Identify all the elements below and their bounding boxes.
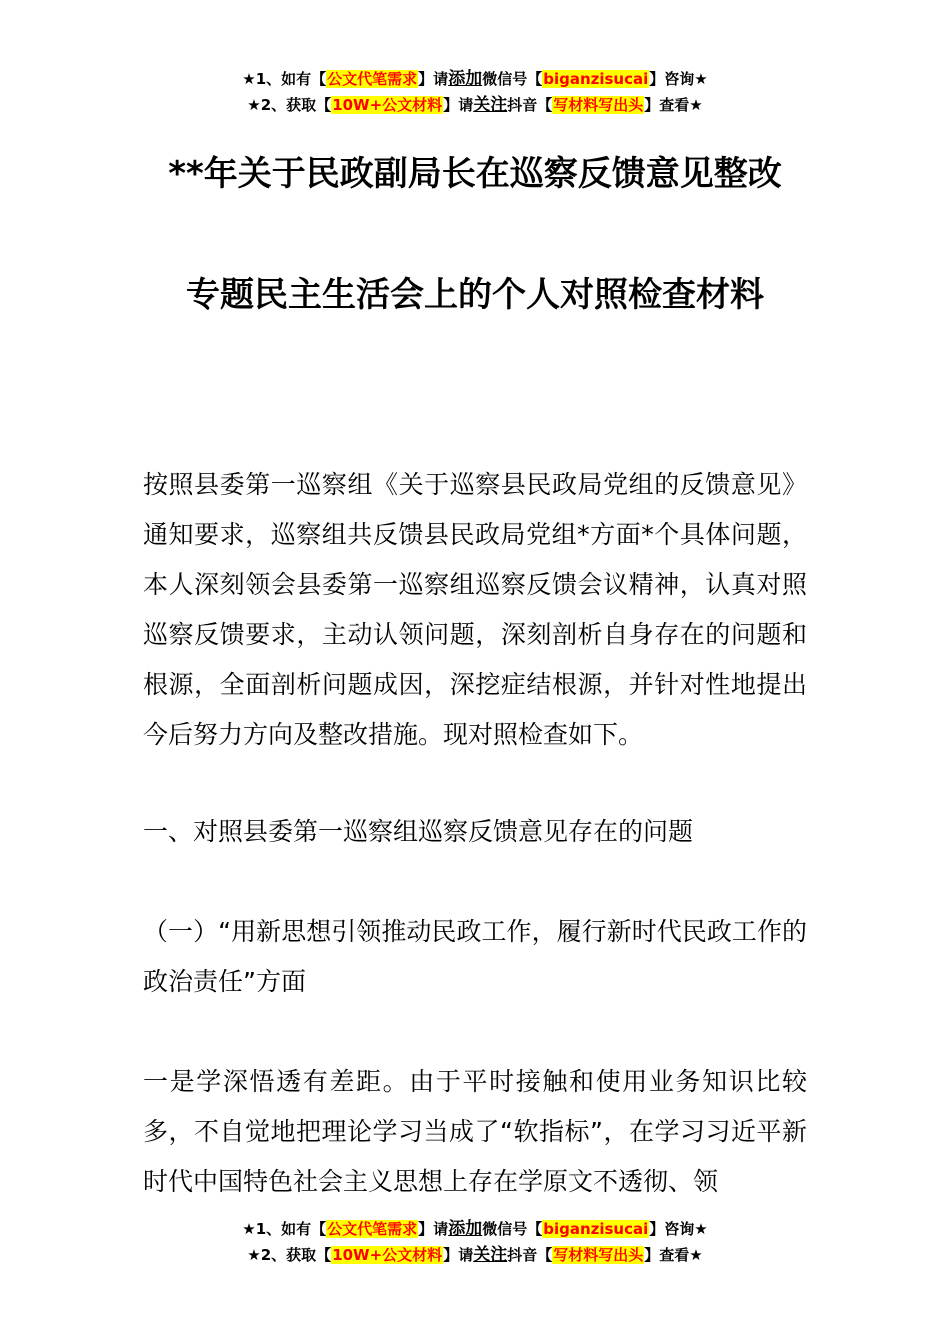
star-icon: ★	[242, 1220, 256, 1238]
intro-paragraph: 按照县委第一巡察组《关于巡察县民政局党组的反馈意见》通知要求，巡察组共反馈县民政局党组*方面*个具体问题，本人深刻领会县委第一巡察组巡察反馈会议精神，认真对照巡察反馈要求，主动认领问题，深刻剖析自身存在的问题和根源，全面剖析问题成因，深挖症结根源，并针对性地提出今后努力方向及整改措施。现对照检查如下。	[143, 470, 807, 749]
banner-emphasis: 添加	[448, 1219, 483, 1239]
highlight-service: 公文代笔需求	[327, 1220, 418, 1238]
banner-text: 】咨询★	[649, 70, 708, 88]
highlight-service: 公文代笔需求	[327, 70, 418, 88]
banner-line-2	[0, 92, 950, 118]
banner-emphasis: 添加	[448, 69, 483, 89]
banner-line-2	[0, 1242, 950, 1268]
banner-text: 】请	[418, 70, 449, 88]
star-icon: ★	[247, 96, 261, 114]
banner-text: 】请	[418, 1220, 449, 1238]
banner-text: 微信号【	[482, 1220, 543, 1238]
subsection-heading: （一）“用新思想引领推动民政工作，履行新时代民政工作的政治责任”方面	[143, 917, 807, 996]
star-icon: ★	[247, 1246, 261, 1264]
banner-text: 微信号【	[482, 70, 543, 88]
footer-banner	[0, 1216, 950, 1268]
highlight-douyin-id: 写材料写出头	[553, 1246, 644, 1264]
header-banner	[0, 66, 950, 118]
body-paragraph: 一是学深悟透有差距。由于平时接触和使用业务知识比较多，不自觉地把理论学习当成了“软指标”，在学习习近平新时代中国特色社会主义思想上存在学原文不透彻、领	[143, 1067, 807, 1196]
highlight-materials: 10W+公文材料	[332, 96, 443, 114]
banner-text: 1、如有【	[255, 1220, 327, 1238]
banner-text: 】查看★	[644, 1246, 703, 1264]
highlight-wechat-id: biganzisucai	[543, 70, 649, 88]
banner-text: 】查看★	[644, 96, 703, 114]
banner-text: 1、如有【	[255, 70, 327, 88]
section-heading: 一、对照县委第一巡察组巡察反馈意见存在的问题	[143, 817, 694, 846]
banner-text: 】咨询★	[649, 1220, 708, 1238]
banner-text: 】请	[443, 1246, 474, 1264]
banner-emphasis: 关注	[473, 95, 508, 115]
highlight-materials: 10W+公文材料	[332, 1246, 443, 1264]
banner-text: 抖音【	[507, 96, 553, 114]
banner-text: 】请	[443, 96, 474, 114]
document-title-line-2: 专题民主生活会上的个人对照检查材料	[186, 275, 764, 315]
banner-text: 2、获取【	[260, 96, 332, 114]
banner-text: 抖音【	[507, 1246, 553, 1264]
star-icon: ★	[242, 70, 256, 88]
banner-line-1	[0, 1216, 950, 1242]
document-title-line-1: **年关于民政副局长在巡察反馈意见整改	[168, 154, 782, 194]
highlight-douyin-id: 写材料写出头	[553, 96, 644, 114]
highlight-wechat-id: biganzisucai	[543, 1220, 649, 1238]
banner-text: 2、获取【	[260, 1246, 332, 1264]
banner-emphasis: 关注	[473, 1245, 508, 1265]
banner-line-1	[0, 66, 950, 92]
